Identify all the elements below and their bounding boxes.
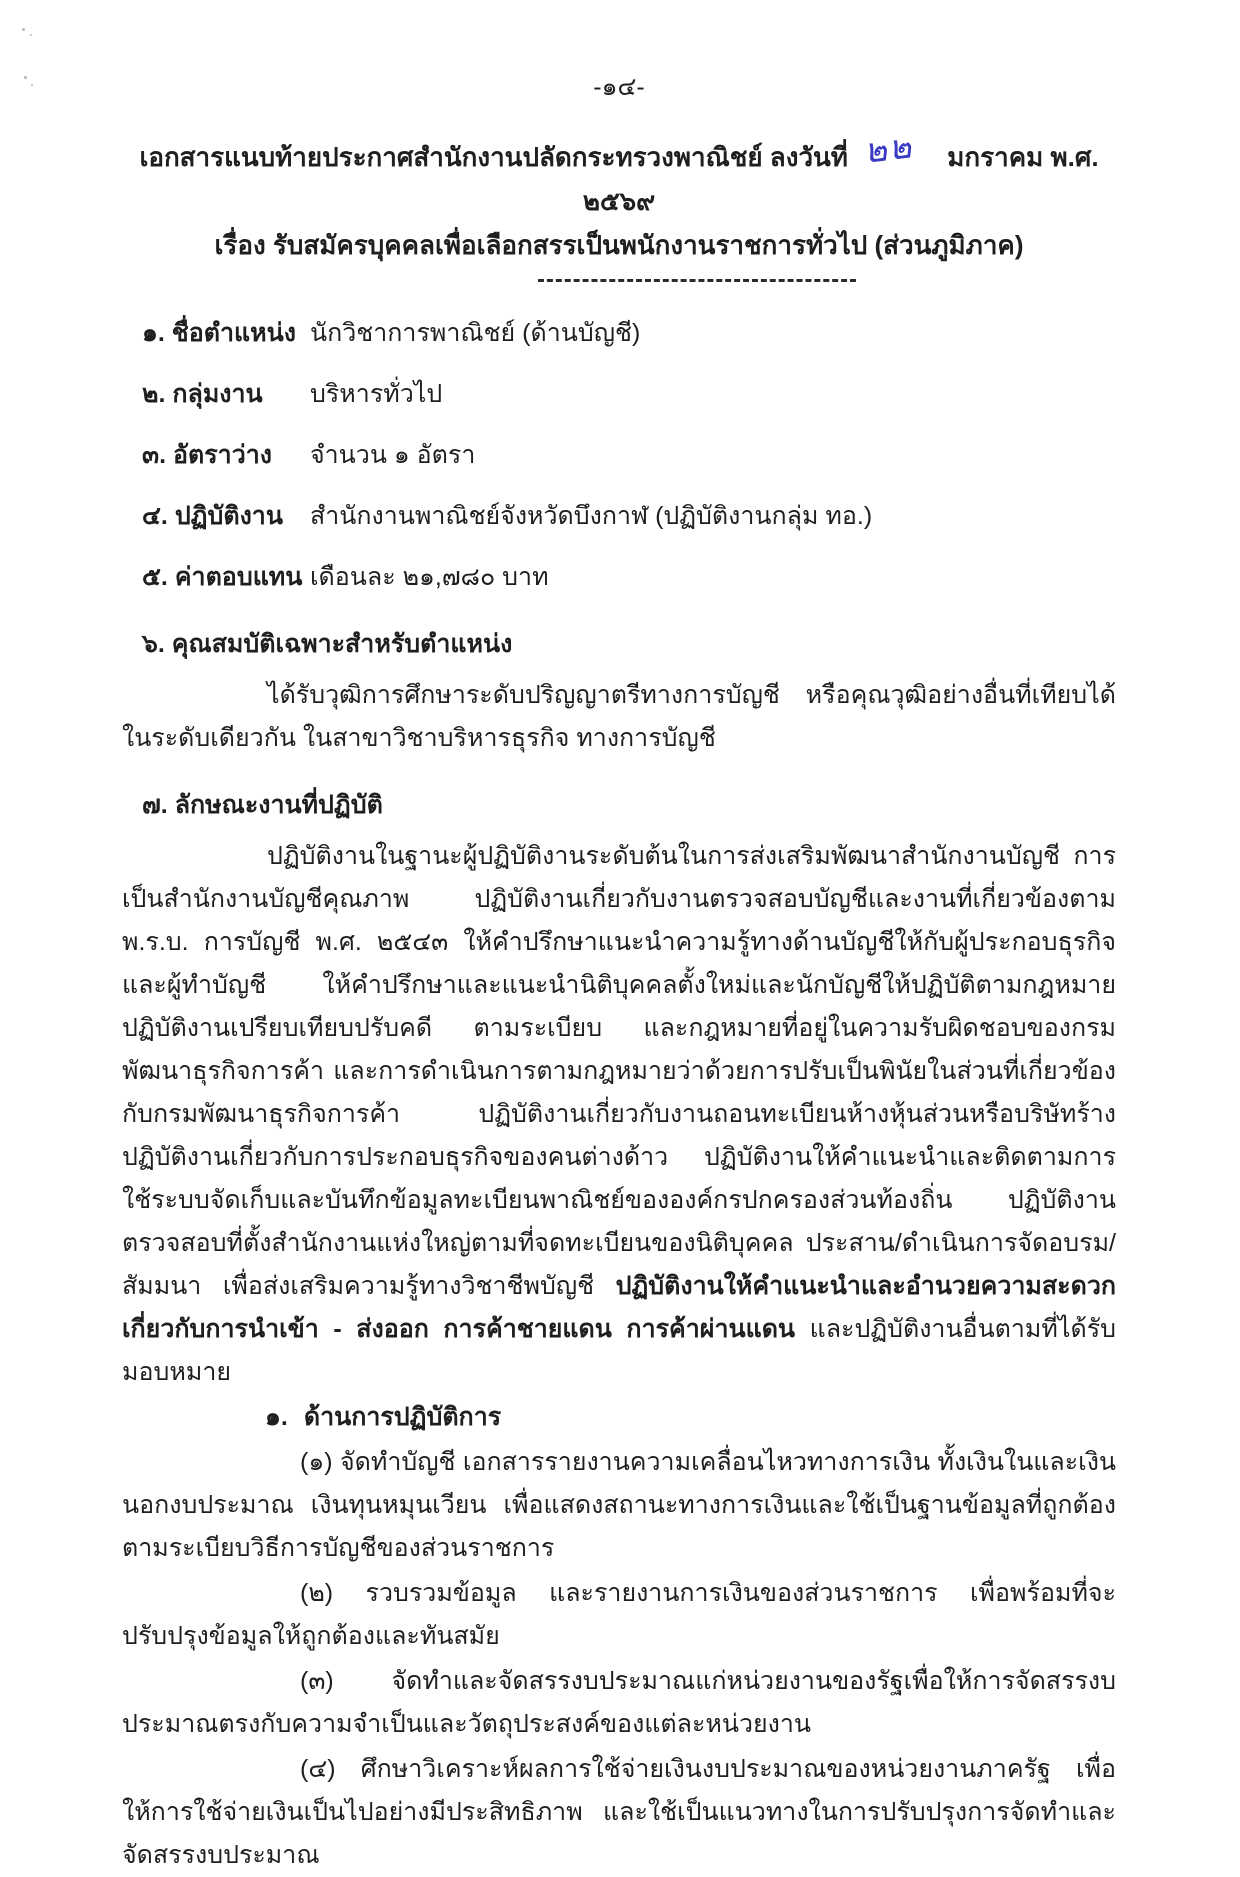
field-vacancy (122, 434, 1116, 477)
section7-intro-bold: ปฏิบัติงานให้คำแนะนำและอำนวยความสะดวกเกี่ยวกับการนำเข้า - ส่งออก การค้าชายแดน การค้าผ่านแดน (122, 1272, 1116, 1343)
field-label: ๒. กลุ่มงาน (142, 380, 263, 408)
duty-item-2: (๒) รวบรวมข้อมูล และรายงานการเงินของส่วนราชการ เพื่อพร้อมที่จะปรับปรุงข้อมูลให้ถูกต้องและทันสมัย (122, 1579, 1116, 1650)
section7-intro-text: ปฏิบัติงานในฐานะผู้ปฏิบัติงานระดับต้นในการส่งเสริมพัฒนาสำนักงานบัญชี การเป็นสำนักงานบัญชีคุณภาพ ปฏิบัติงานเกี่ยวกับงานตรวจสอบบัญชีและงานที่เกี่ยวข้องตาม พ.ร.บ. การบัญชี พ.ศ. ๒๕๔๓ ให้คำปรึกษาแนะนำความรู้ทางด้านบัญชีให้กับผู้ประกอบธุรกิจและผู้ทำบัญชี ให้คำปรึกษาและแนะนำนิติบุคคลตั้งใหม่และนักบัญชีให้ปฏิบัติตามกฎหมาย ปฏิบัติงานเปรียบเทียบปรับคดี ตามระเบียบ และกฎหมายที่อยู่ในความรับผิดชอบของกรมพัฒนาธุรกิจการค้า และการดำเนินการตามกฎหมายว่าด้วยการปรับเป็นพินัยในส่วนที่เกี่ยวข้องกับกรมพัฒนาธุรกิจการค้า ปฏิบัติงานเกี่ยวกับงานถอนทะเบียนห้างหุ้นส่วนหรือบริษัทร้าง ปฏิบัติงานเกี่ยวกับการประกอบธุรกิจของคนต่างด้าว ปฏิบัติงานให้คำแนะนำและติดตามการใช้ระบบจัดเก็บและบันทึกข้อมูลทะเบียนพาณิชย์ขององค์กรปกครองส่วนท้องถิ่น ปฏิบัติงานตรวจสอบที่ตั้งสำนักงานแห่งใหญ่ตามที่จดทะเบียนของนิติบุคคล ประสาน/ดำเนินการจัดอบรม/สัมมนา เพื่อส่งเสริมความรู้ทางวิชาชีพบัญชี (122, 842, 1116, 1300)
field-salary (122, 556, 1116, 599)
section6-heading: ๖. คุณสมบัติเฉพาะสำหรับตำแหน่ง (142, 630, 513, 658)
field-value: บริหารทั่วไป (310, 380, 443, 408)
scan-artifact (22, 28, 25, 31)
field-value: สำนักงานพาณิชย์จังหวัดบึงกาฬ (ปฏิบัติงานกลุ่ม ทอ.) (310, 502, 873, 530)
section6-body: ได้รับวุฒิการศึกษาระดับปริญญาตรีทางการบัญชี หรือคุณวุฒิอย่างอื่นที่เทียบได้ในระดับเดียวกัน ในสาขาวิชาบริหารธุรกิจ ทางการบัญชี (122, 681, 1116, 752)
field-work-group (122, 373, 1116, 416)
field-value: จำนวน ๑ อัตรา (310, 441, 476, 469)
duty-item-4: (๔) ศึกษาวิเคราะห์ผลการใช้จ่ายเงินงบประมาณของหน่วยงานภาครัฐ เพื่อให้การใช้จ่ายเงินเป็นไปอย่างมีประสิทธิภาพ และใช้เป็นแนวทางในการปรับปรุงการจัดทำและจัดสรรงบประมาณ (122, 1755, 1116, 1869)
handwritten-date: ๒๒ (862, 127, 916, 171)
field-position (122, 312, 1116, 355)
dashed-separator (538, 279, 856, 282)
field-workplace (122, 495, 1116, 538)
subsection-number: ๑. (265, 1403, 288, 1431)
duty-item-1: (๑) จัดทำบัญชี เอกสารรายงานความเคลื่อนไหวทางการเงิน ทั้งเงินในและเงินนอกงบประมาณ เงินทุนหมุนเวียน เพื่อแสดงสถานะทางการเงินและใช้เป็นฐานข้อมูลที่ถูกต้องตามระเบียบวิธีการบัญชีของส่วนราชการ (122, 1448, 1116, 1562)
section7-heading: ๗. ลักษณะงานที่ปฏิบัติ (142, 791, 383, 819)
section7-intro (122, 835, 1116, 1394)
field-label: ๑. ชื่อตำแหน่ง (142, 319, 296, 347)
field-label: ๔. ปฏิบัติงาน (142, 502, 283, 530)
page-number: -๑๔- (593, 73, 645, 101)
scan-artifact (24, 76, 27, 79)
header-line1 (122, 127, 1116, 223)
document-header (122, 127, 1116, 267)
scan-artifact (31, 84, 33, 86)
header-line2: เรื่อง รับสมัครบุคคลเพื่อเลือกสรรเป็นพนักงานราชการทั่วไป (ส่วนภูมิภาค) (214, 230, 1024, 260)
header-line1-prefix: เอกสารแนบท้ายประกาศสำนักงานปลัดกระทรวงพาณิชย์ ลงวันที่ (139, 142, 848, 172)
field-value: นักวิชาการพาณิชย์ (ด้านบัญชี) (310, 319, 641, 347)
field-label: ๓. อัตราว่าง (142, 441, 272, 469)
summary-fields (122, 312, 1116, 599)
subsection-title: ด้านการปฏิบัติการ (303, 1403, 502, 1431)
subsection-operations-heading (122, 1396, 1116, 1439)
scan-artifact (30, 34, 32, 36)
field-label: ๕. ค่าตอบแทน (142, 563, 303, 591)
section7-intro-tail: และปฏิบัติงานอื่นตามที่ได้รับมอบหมาย (122, 1315, 1116, 1386)
field-value: เดือนละ ๒๑,๗๘๐ บาท (310, 563, 549, 591)
header-line1-suffix: มกราคม พ.ศ. ๒๕๖๙ (582, 142, 1099, 216)
duty-item-3: (๓) จัดทำและจัดสรรงบประมาณแก่หน่วยงานของรัฐเพื่อให้การจัดสรรงบประมาณตรงกับความจำเป็นและวัตถุประสงค์ของแต่ละหน่วยงาน (122, 1667, 1116, 1738)
